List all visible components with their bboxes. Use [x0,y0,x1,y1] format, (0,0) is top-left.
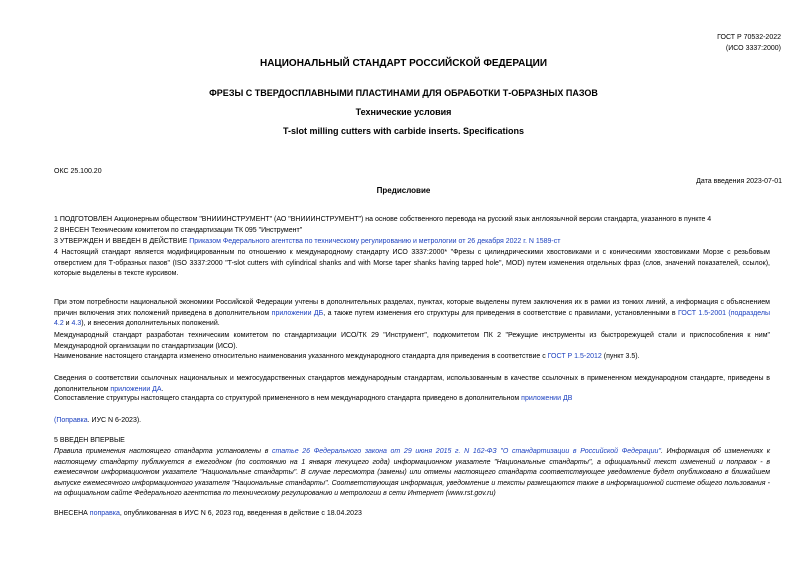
preface-item-5: 5 ВВЕДЕН ВПЕРВЫЕ [54,437,125,444]
doc-code: ГОСТ Р 70532-2022 [717,34,781,41]
preface-item-3-text: 3 УТВЕРЖДЕН И ВВЕДЕН В ДЕЙСТВИЕ [54,238,190,245]
order-link[interactable]: Приказом Федерального агентства по техническому регулированию и метрологии от 26 декабря 2022 г. N 1589-ст [189,238,561,245]
paragraph-application-rules: Правила применения настоящего стандарта установлены в статье 26 Федерального закона от 29 июня 2015 г. N 162-ФЗ "О стандартизации в Российской Федерации". Информация об изменениях к настоящему стандарту публикуется в ежегодном (по состоянию на 1 января текущего года) информационном указателе "Национальные стандарты", а официальный текст изменений и поправок - в ежемесячном информационном указателе "Национальные стандарты". В случае пересмотра (замены) или отмены настоящего стандарта соответствующее уведомление будет опубликовано в ближайшем выпуске ежемесячного информационного указателя "Национальные стандарты". Соответствующая информация, уведомление и тексты размещаются также в информационной системе общего пользования - на официальном сайте Федерального агентства по техническому регулированию и метрологии в сети Интернет (www.rst.gov.ru) [54,448,771,497]
oks-code: ОКС 25.100.20 [54,168,102,175]
appendix-da-link[interactable]: приложении ДА [110,385,162,393]
paragraph-amendment-notice: ВНЕСЕНА поправка, опубликованная в ИУС N 6, 2023 год, введенная в действие с 18.04.2023 [54,510,362,517]
amendment-notice-link[interactable]: поправка [89,510,120,517]
doc-code-block [581,33,781,54]
doc-intl-code: (ИСО 3337:2000) [725,44,781,52]
federal-law-link[interactable]: статье 26 Федерального закона от 29 июня 2015 г. N 162-ФЗ "О стандартизации в Российской Федерации" [272,448,661,455]
subsection-4-2-link[interactable]: (подразделы 4.2 [54,309,770,327]
paragraph-name-change: Наименование настоящего стандарта изменено относительно наименования указанного международного стандарта для приведения в соответствие с ГОСТ Р 1.5-2012 (пункт 3.5). [54,353,640,360]
title-en: T-slot milling cutters with carbide inserts. Specifications [282,126,525,136]
appendix-db-link[interactable]: приложении ДБ [271,309,324,317]
paragraph-amendment-ref: (Поправка. ИУС N 6-2023). [54,417,142,424]
preface-heading: Предисловие [376,186,431,195]
subsection-4-3-link[interactable]: 4.3 [71,320,82,327]
preface-item-1: 1 ПОДГОТОВЛЕН Акционерным обществом "ВНИИИНСТРУМЕНТ" (АО "ВНИИИНСТРУМЕНТ") на основе собственного перевода на русский язык англоязычной версии стандарта, указанного в пункте 4 [54,216,712,223]
paragraph-structure-compare: Сопоставление структуры настоящего стандарта со структурой примененного в нем международного стандарта приведено в дополнительном приложении ДВ [54,395,573,402]
paragraph-reference-standards: Сведения о соответствии ссылочных национальных и межгосударственных стандартов международным стандартам, использованным в качестве ссылочных в примененном международном стандарте, приведены в дополнительном приложении ДА. [54,375,770,393]
national-standard-heading: НАЦИОНАЛЬНЫЙ СТАНДАРТ РОССИЙСКОЙ ФЕДЕРАЦИИ [259,58,548,69]
gost-1-5-2001-link[interactable]: ГОСТ 1.5-2001 [678,309,727,317]
subtitle-ru: Технические условия [355,107,452,117]
gost-r-1-5-2012-link[interactable]: ГОСТ Р 1.5-2012 [547,353,602,360]
preface-item-2: 2 ВНЕСЕН Техническим комитетом по стандартизации ТК 095 "Инструмент" [54,227,303,234]
appendix-dv-link[interactable]: приложении ДВ [521,395,573,402]
paragraph-iso-tc: Международный стандарт разработан техническим комитетом по стандартизации ИСО/ТК 29 "Инструмент", подкомитетом ПК 2 "Режущие инструменты из быстрорежущей стали и приспособления к ним" Международной организации по стандартизации (ИСО). [54,332,770,350]
preface-item-4: 4 Настоящий стандарт является модифицированным по отношению к международному стандарту ИСО 3337:2000* "Фрезы с цилиндрическими хвостовиками и с коническими хвостовиками Морзе с резьбовым отверстием для Т-образных пазов" (ISO 3337:2000 "T-slot cutters with cylindrical shanks and with Morse taper shanks having tapped hole", MOD) путем изменения отдельных фраз (слов, значений показателей, ссылок), которые выделены в тексте курсивом. [54,249,770,277]
preface-item-3 [54,237,770,248]
paragraph-national-needs: При этом потребности национальной экономики Российской Федерации учтены в дополнительных разделах, пунктах, которые выделены путем заключения их в рамки из тонких линий, а информация с объяснением причин включения этих положений приведена в дополнительном приложении ДБ, а также путем изменения его структуры для приведения в соответствие с правилами, установленными в ГОСТ 1.5-2001 (подразделы 4.2 и 4.3), и внесения дополнительных положений. [54,299,770,327]
title-ru: ФРЕЗЫ С ТВЕРДОСПЛАВНЫМИ ПЛАСТИНАМИ ДЛЯ ОБРАБОТКИ Т-ОБРАЗНЫХ ПАЗОВ [209,88,598,98]
intro-date: Дата введения 2023-07-01 [696,178,782,185]
amendment-link[interactable]: (Поправка [54,417,88,424]
